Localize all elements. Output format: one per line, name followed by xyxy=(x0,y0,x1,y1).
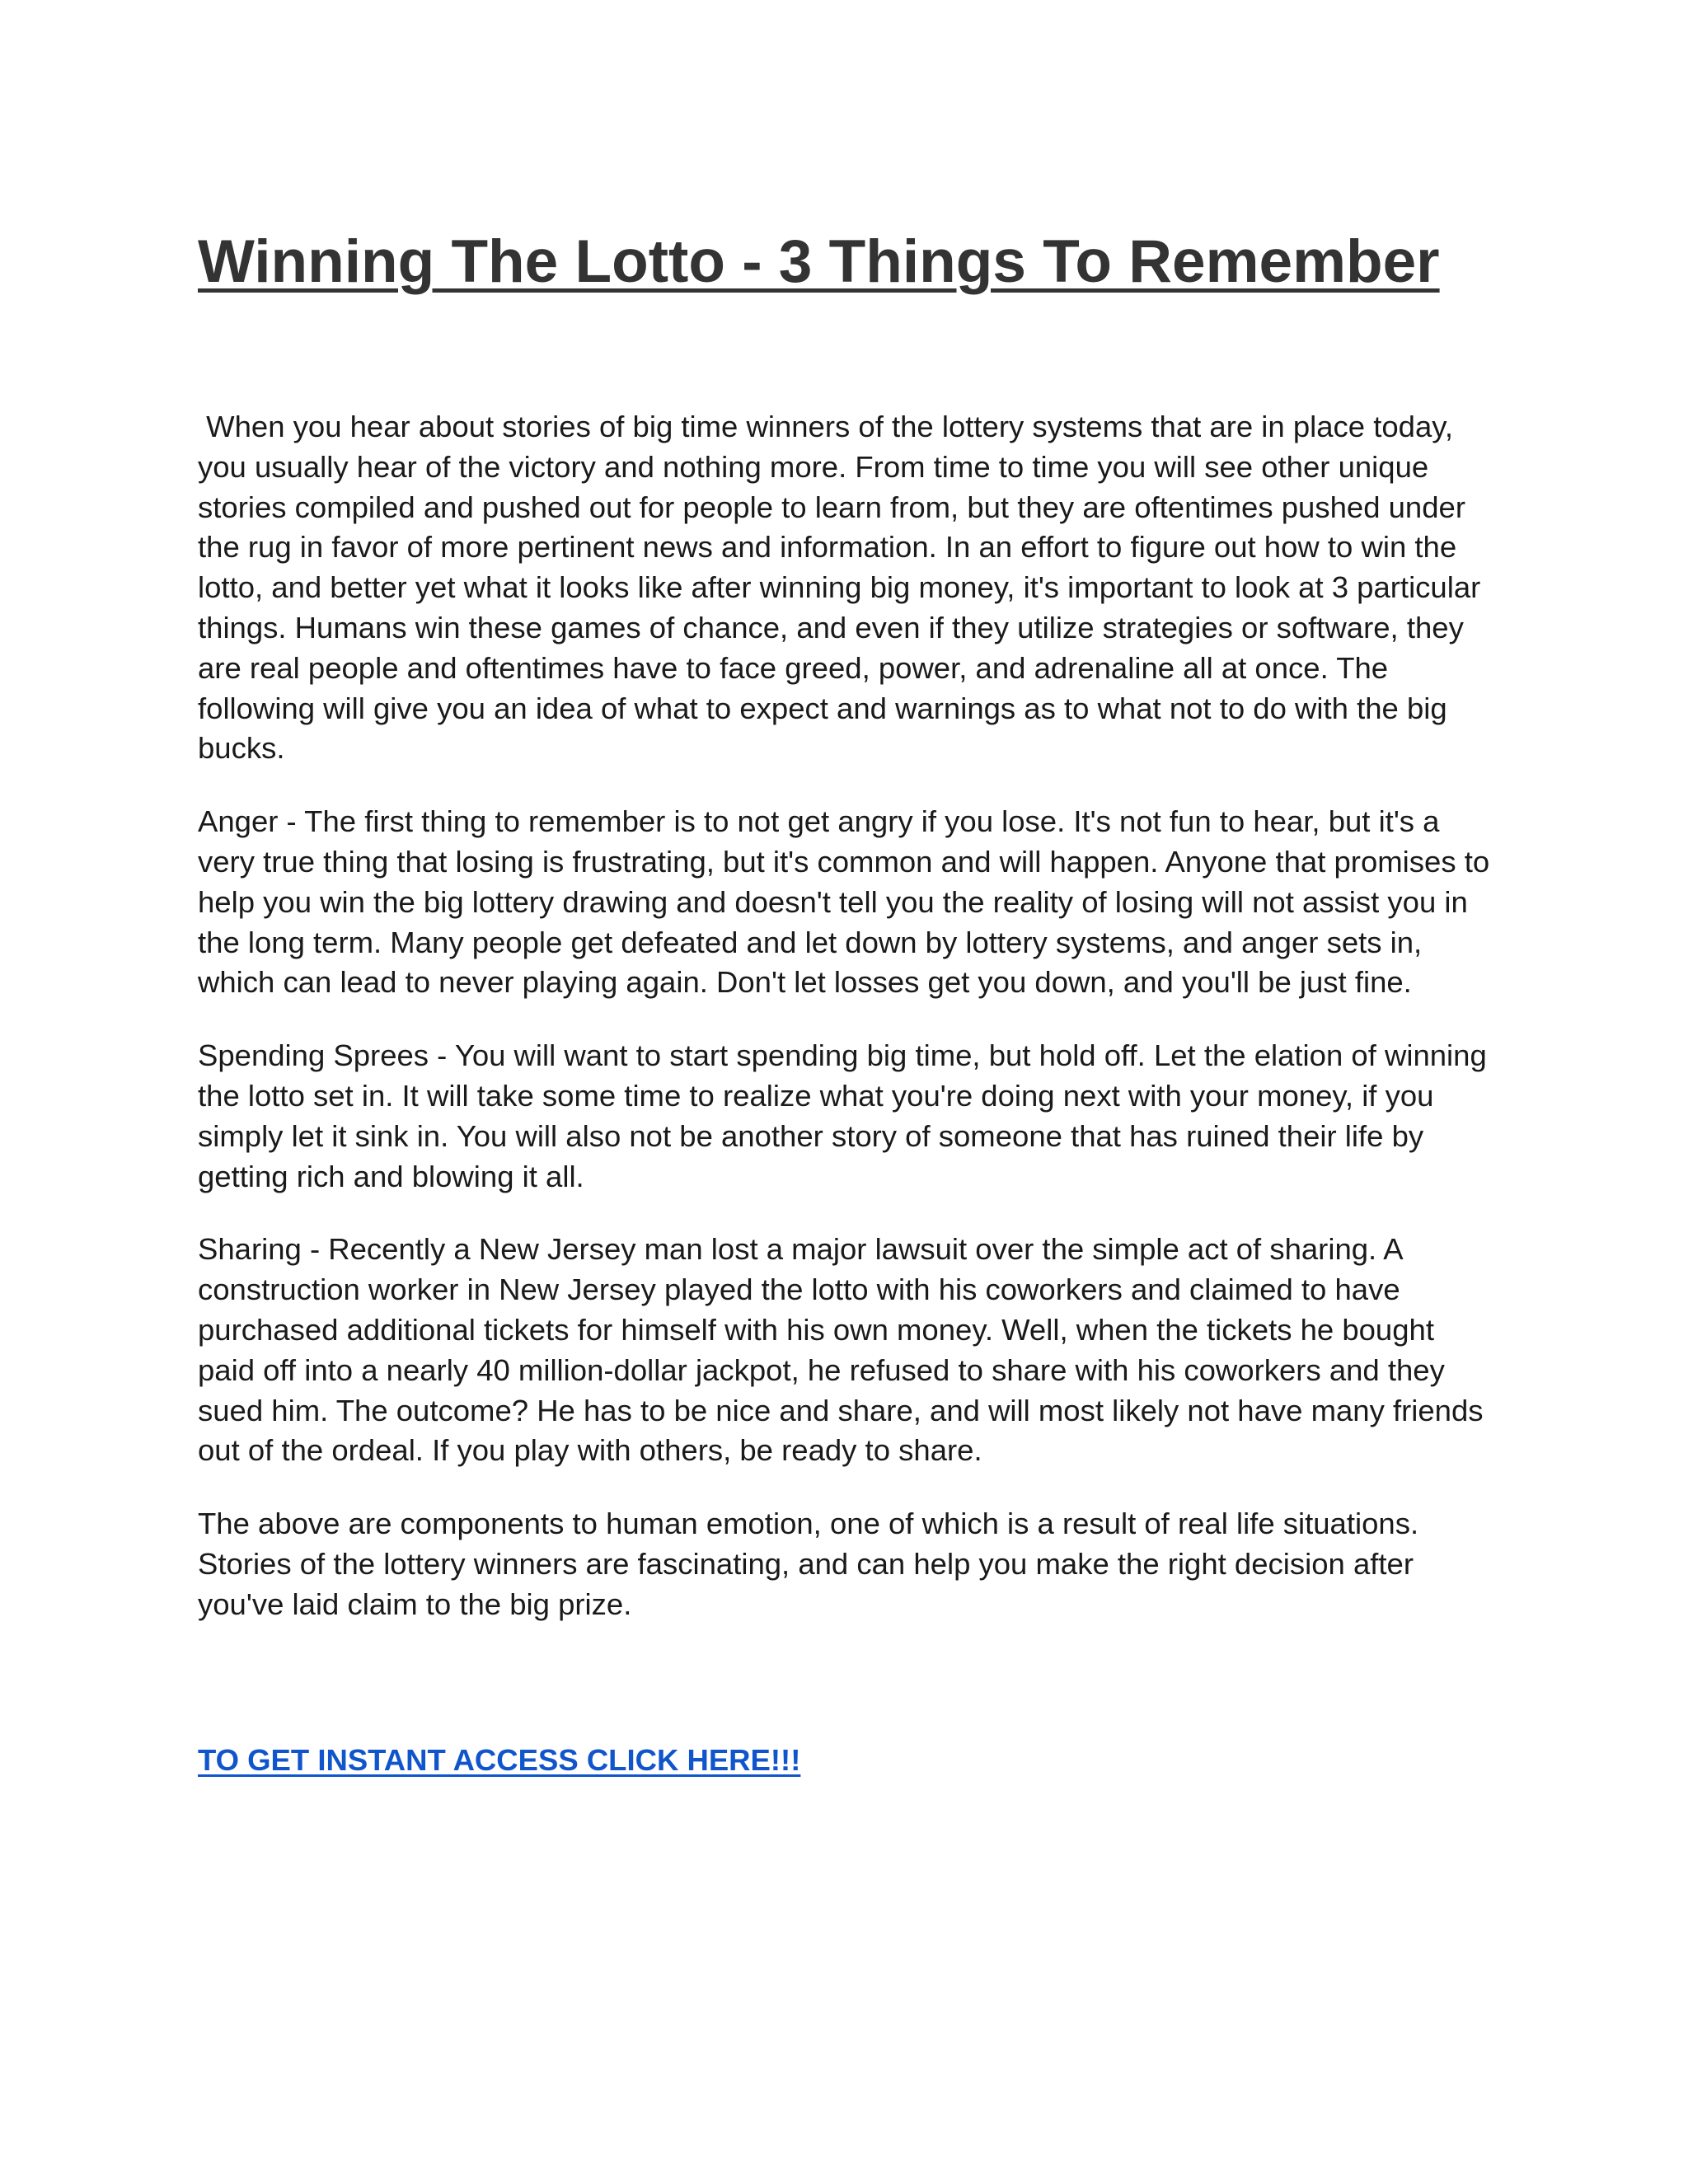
sharing-paragraph: Sharing - Recently a New Jersey man lost a major lawsuit over the simple act of sharing. A construction worker in New Jersey played the lotto with his coworkers and claimed to have purchased additional tickets for himself with his own money. Well, when the tickets he bought paid off into a nearly 40 million-dollar jackpot, he refused to share with his coworkers and they sued him. The outcome? He has to be nice and share, and will most likely not have many friends out of the ordeal. If you play with others, be ready to share. xyxy=(198,1232,1484,1468)
document-body xyxy=(198,407,1492,1625)
instant-access-link[interactable]: TO GET INSTANT ACCESS CLICK HERE!!! xyxy=(198,1742,801,1777)
document-page xyxy=(198,221,1492,1780)
document-title: Winning The Lotto - 3 Things To Remember xyxy=(198,228,1440,295)
anger-paragraph: Anger - The first thing to remember is to not get angry if you lose. It's not fun to hear, but it's a very true thing that losing is frustrating, but it's common and will happen. Anyone that promises to help you win the big lottery drawing and doesn't tell you the reality of losing will not assist you in the long term. Many people get defeated and let down by lottery systems, and anger sets in, which can lead to never playing again. Don't let losses get you down, and you'll be just fine. xyxy=(198,804,1490,1000)
intro-paragraph: When you hear about stories of big time winners of the lottery systems that are in place today, you usually hear of the victory and nothing more. From time to time you will see other unique stories compiled and pushed out for people to learn from, but they are oftentimes pushed under the rug in favor of more pertinent news and information. In an effort to figure out how to win the lotto, and better yet what it looks like after winning big money, it's important to look at 3 particular things. Humans win these games of chance, and even if they utilize strategies or software, they are real people and oftentimes have to face greed, power, and adrenaline all at once. The following will give you an idea of what to expect and warnings as to what not to do with the big bucks. xyxy=(198,410,1489,766)
spending-sprees-paragraph: Spending Sprees - You will want to start spending big time, but hold off. Let the elation of winning the lotto set in. It will take some time to realize what you're doing next with your money, if you simply let it sink in. You will also not be another story of someone that has ruined their life by getting rich and blowing it all. xyxy=(198,1038,1487,1193)
conclusion-paragraph: The above are components to human emotion, one of which is a result of real life situations. Stories of the lottery winners are fascinating, and can help you make the right decision after you've laid claim to the big prize. xyxy=(198,1507,1419,1621)
